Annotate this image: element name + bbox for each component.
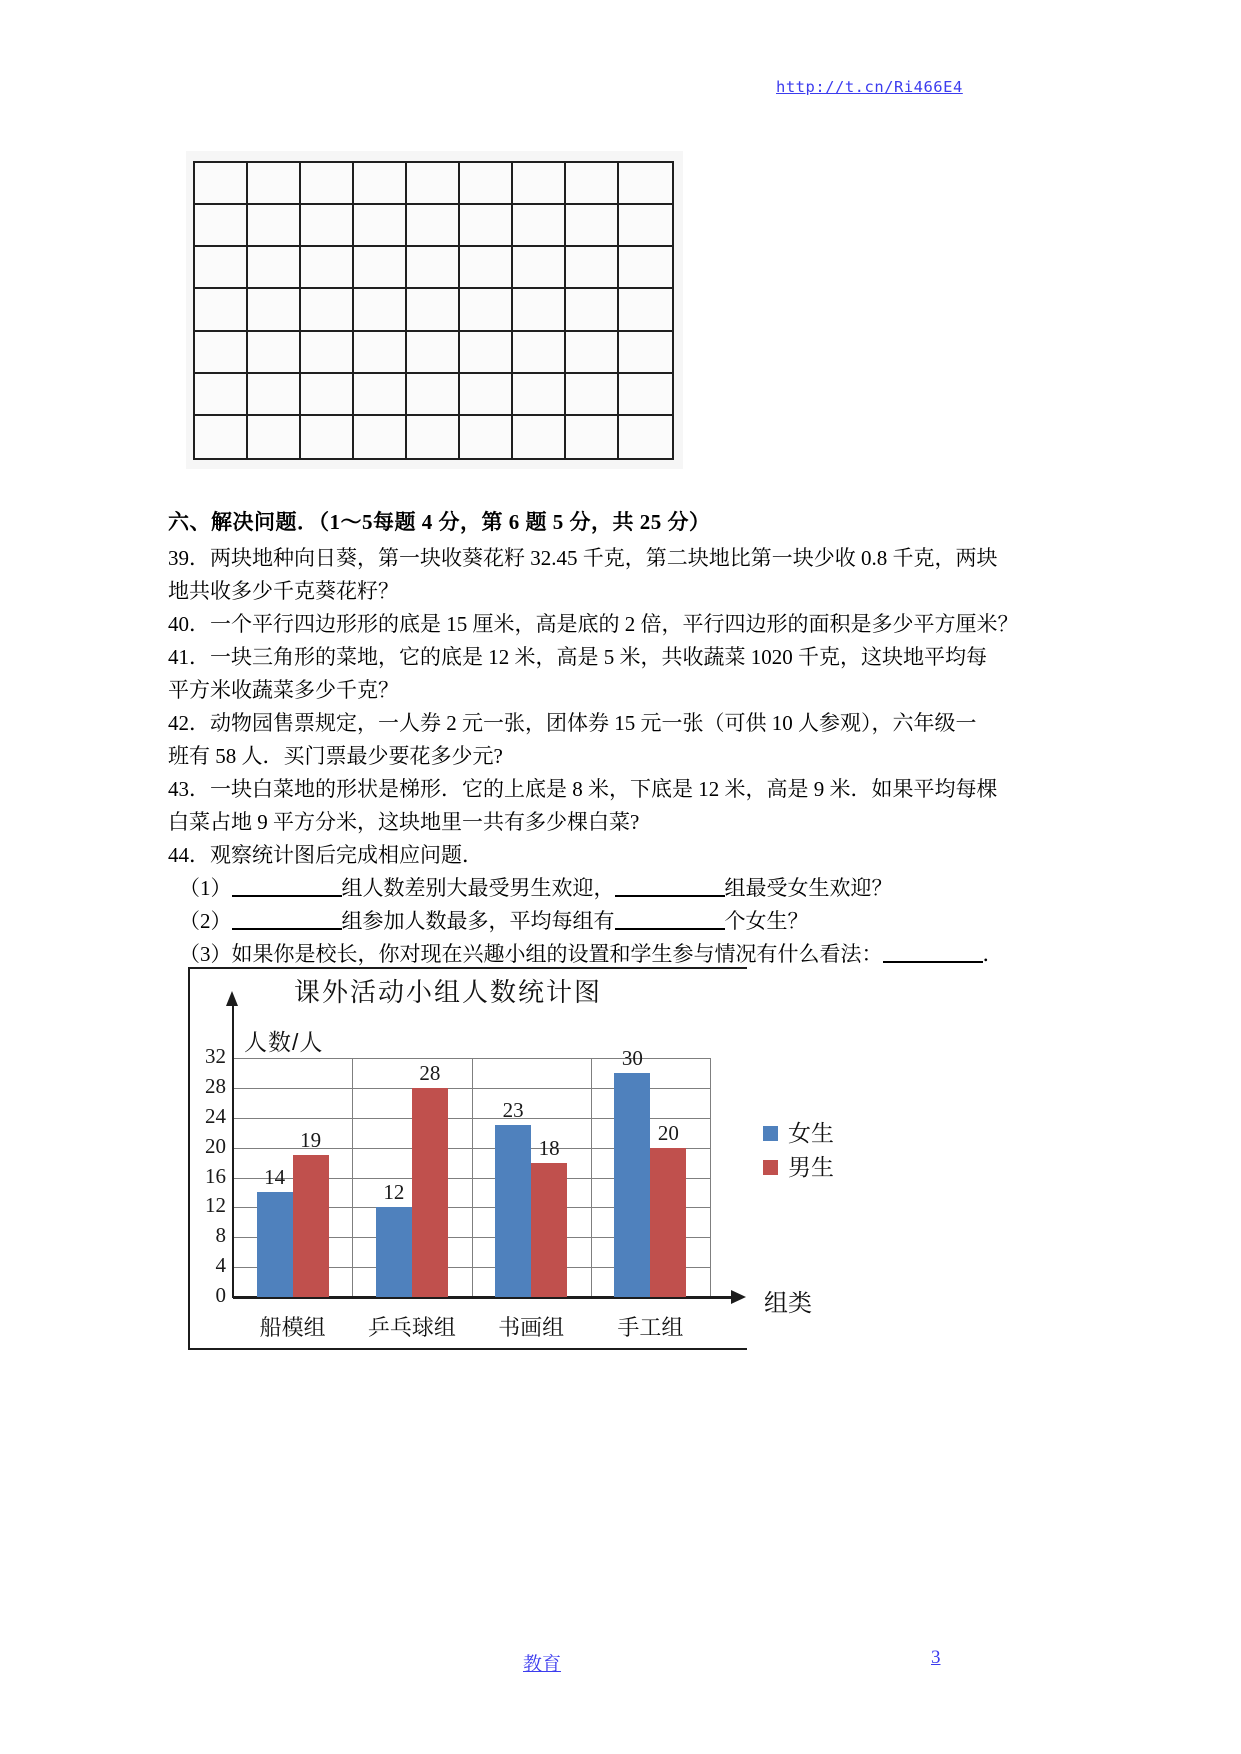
chart	[188, 967, 988, 1367]
grid-cell	[460, 163, 513, 205]
question-text: （3）如果你是校长，你对现在兴趣小组的设置和学生参与情况有什么看法：	[179, 942, 883, 966]
question-text: 组参加人数最多，平均每组有	[341, 909, 615, 933]
grid-cell	[354, 247, 407, 289]
y-axis-label: 人数/人	[244, 1029, 324, 1055]
answer-blank	[883, 941, 983, 963]
grid-cell	[301, 374, 354, 416]
question-text: 44．观察统计图后完成相应问题．	[168, 843, 483, 867]
header-shortlink[interactable]: http://t.cn/Ri466E4	[776, 78, 963, 96]
v-gridline	[710, 1058, 711, 1297]
grid-cell	[407, 205, 460, 247]
grid-cell	[619, 205, 672, 247]
category-label: 乒乓球组	[367, 1315, 456, 1340]
grid-cell	[619, 416, 672, 458]
grid-cell	[460, 332, 513, 374]
y-tick-label: 4	[215, 1253, 226, 1278]
question-line	[168, 575, 1148, 608]
legend-swatch-女生	[763, 1126, 778, 1141]
grid-cell	[460, 205, 513, 247]
legend-label: 男生	[788, 1154, 834, 1180]
answer-blank	[232, 875, 342, 897]
grid-cell	[513, 289, 566, 331]
grid-cell	[354, 374, 407, 416]
grid-cell	[407, 163, 460, 205]
bar-value-label: 19	[300, 1128, 322, 1152]
grid-cell	[301, 163, 354, 205]
question-line	[168, 707, 1148, 740]
grid-cell	[301, 247, 354, 289]
grid-cell	[619, 163, 672, 205]
grid-cell	[301, 205, 354, 247]
grid-cell	[513, 163, 566, 205]
footer-page-number[interactable]: 3	[931, 1647, 941, 1668]
grid-cell	[460, 289, 513, 331]
bar-女生	[376, 1207, 412, 1297]
grid-cell	[619, 247, 672, 289]
y-tick-label: 8	[215, 1223, 226, 1248]
grid-cell	[407, 247, 460, 289]
question-text: 班有 58 人．买门票最少要花多少元?	[168, 744, 503, 768]
section-heading: 六、解决问题．（1～5每题 4 分，第 6 题 5 分，共 25 分）	[168, 510, 711, 534]
question-line	[168, 641, 1148, 674]
y-tick-label: 28	[205, 1073, 226, 1098]
v-gridline	[352, 1058, 353, 1297]
category-label: 手工组	[617, 1315, 684, 1340]
answer-blank	[615, 875, 725, 897]
grid-cell	[407, 374, 460, 416]
question-text: 组最受女生欢迎？	[724, 876, 893, 900]
question-line	[168, 674, 1148, 707]
grid-cell	[195, 247, 248, 289]
bar-女生	[257, 1192, 293, 1297]
question-text: 组人数差别大最受男生欢迎，	[341, 876, 615, 900]
legend-label: 女生	[788, 1120, 834, 1146]
grid-cell	[354, 289, 407, 331]
grid-cell	[248, 163, 301, 205]
grid-cell	[248, 289, 301, 331]
x-axis-label: 组类	[764, 1290, 812, 1317]
grid-cell	[248, 332, 301, 374]
question-text: 39．两块地种向日葵，第一块收葵花籽 32.45 千克，第二块地比第一块少收 0.8 千克，两块	[168, 546, 998, 570]
grid-cell	[195, 163, 248, 205]
grid-cell	[195, 289, 248, 331]
v-gridline	[472, 1058, 473, 1297]
grid-cell	[566, 374, 619, 416]
grid-cell	[354, 205, 407, 247]
question-text: 地共收多少千克葵花籽？	[168, 579, 399, 603]
bar-男生	[293, 1155, 329, 1297]
bar-value-label: 14	[264, 1165, 286, 1189]
grid-cell	[301, 416, 354, 458]
grid-cell	[619, 289, 672, 331]
grid-cell	[566, 332, 619, 374]
question-line	[168, 608, 1148, 641]
chart-title: 课外活动小组人数统计图	[293, 977, 602, 1007]
question-text: ．	[982, 942, 1004, 966]
questions	[168, 542, 1148, 971]
grid-panel	[186, 151, 683, 469]
grid-cell	[619, 332, 672, 374]
y-tick-label: 0	[215, 1283, 226, 1307]
grid-cell	[566, 289, 619, 331]
question-text: 个女生？	[724, 909, 809, 933]
grid-cell	[460, 416, 513, 458]
footer-site-link[interactable]: 教育	[523, 1654, 562, 1675]
question-text: 41．一块三角形的菜地，它的底是 12 米，高是 5 米，共收蔬菜 1020 千克，这块地平均每	[168, 645, 987, 669]
category-label: 书画组	[498, 1315, 565, 1340]
question-text: 42．动物园售票规定，一人券 2 元一张，团体券 15 元一张（可供 10 人参观），六年级一	[168, 711, 977, 735]
question-text: 白菜占地 9 平方分米，这块地里一共有多少棵白菜?	[168, 810, 640, 834]
x-axis-arrow-icon	[731, 1290, 746, 1304]
grid-cell	[460, 374, 513, 416]
grid-cell	[566, 416, 619, 458]
question-line	[168, 839, 1148, 872]
grid-cell	[248, 416, 301, 458]
question-line	[168, 740, 1148, 773]
legend-swatch-男生	[763, 1160, 778, 1175]
grid-cell	[301, 289, 354, 331]
grid-cell	[354, 332, 407, 374]
y-tick-label: 12	[205, 1193, 226, 1218]
bar-女生	[614, 1073, 650, 1297]
practice-grid	[193, 161, 674, 460]
grid-cell	[513, 205, 566, 247]
bar-男生	[650, 1148, 686, 1297]
grid-cell	[619, 374, 672, 416]
y-tick-label: 16	[205, 1163, 226, 1188]
y-axis-line	[232, 1006, 234, 1298]
bar-男生	[531, 1163, 567, 1297]
grid-cell	[248, 205, 301, 247]
grid-cell	[248, 247, 301, 289]
bar-男生	[412, 1088, 448, 1297]
question-line	[168, 773, 1148, 806]
question-line	[168, 806, 1148, 839]
question-text: 40．一个平行四边形形的底是 15 厘米，高是底的 2 倍，平行四边形的面积是多少平方厘米？	[168, 612, 1019, 636]
grid-cell	[513, 247, 566, 289]
question-text: 43．一块白菜地的形状是梯形．它的上底是 8 米，下底是 12 米，高是 9 米．如果平均每棵	[168, 777, 998, 801]
y-axis-arrow-icon	[226, 991, 238, 1006]
v-gridline	[591, 1058, 592, 1297]
grid-cell	[195, 205, 248, 247]
y-tick-label: 24	[205, 1103, 226, 1128]
grid-cell	[195, 416, 248, 458]
grid-cell	[354, 163, 407, 205]
bar-value-label: 28	[419, 1061, 441, 1085]
question-line	[168, 542, 1148, 575]
bar-value-label: 23	[502, 1098, 524, 1122]
grid-cell	[566, 163, 619, 205]
answer-blank	[232, 908, 342, 930]
category-label: 船模组	[259, 1315, 326, 1340]
y-tick-label: 32	[205, 1044, 226, 1068]
grid-cell	[513, 416, 566, 458]
grid-cell	[407, 289, 460, 331]
question-line	[168, 905, 1148, 938]
answer-blank	[615, 908, 725, 930]
grid-cell	[513, 332, 566, 374]
grid-cell	[566, 247, 619, 289]
y-tick-label: 20	[205, 1133, 226, 1158]
grid-cell	[195, 374, 248, 416]
grid-cell	[354, 416, 407, 458]
grid-cell	[195, 332, 248, 374]
question-text: （1）	[179, 876, 232, 900]
question-text: 平方米收蔬菜多少千克？	[168, 678, 399, 702]
bar-value-label: 20	[657, 1121, 679, 1145]
bar-value-label: 18	[538, 1136, 560, 1160]
question-line	[168, 872, 1148, 905]
grid-cell	[301, 332, 354, 374]
grid-cell	[407, 416, 460, 458]
grid-cell	[248, 374, 301, 416]
grid-cell	[407, 332, 460, 374]
bar-value-label: 30	[621, 1046, 643, 1070]
grid-cell	[566, 205, 619, 247]
grid-cell	[513, 374, 566, 416]
question-text: （2）	[179, 909, 232, 933]
bar-value-label: 12	[383, 1180, 405, 1204]
grid-cell	[460, 247, 513, 289]
